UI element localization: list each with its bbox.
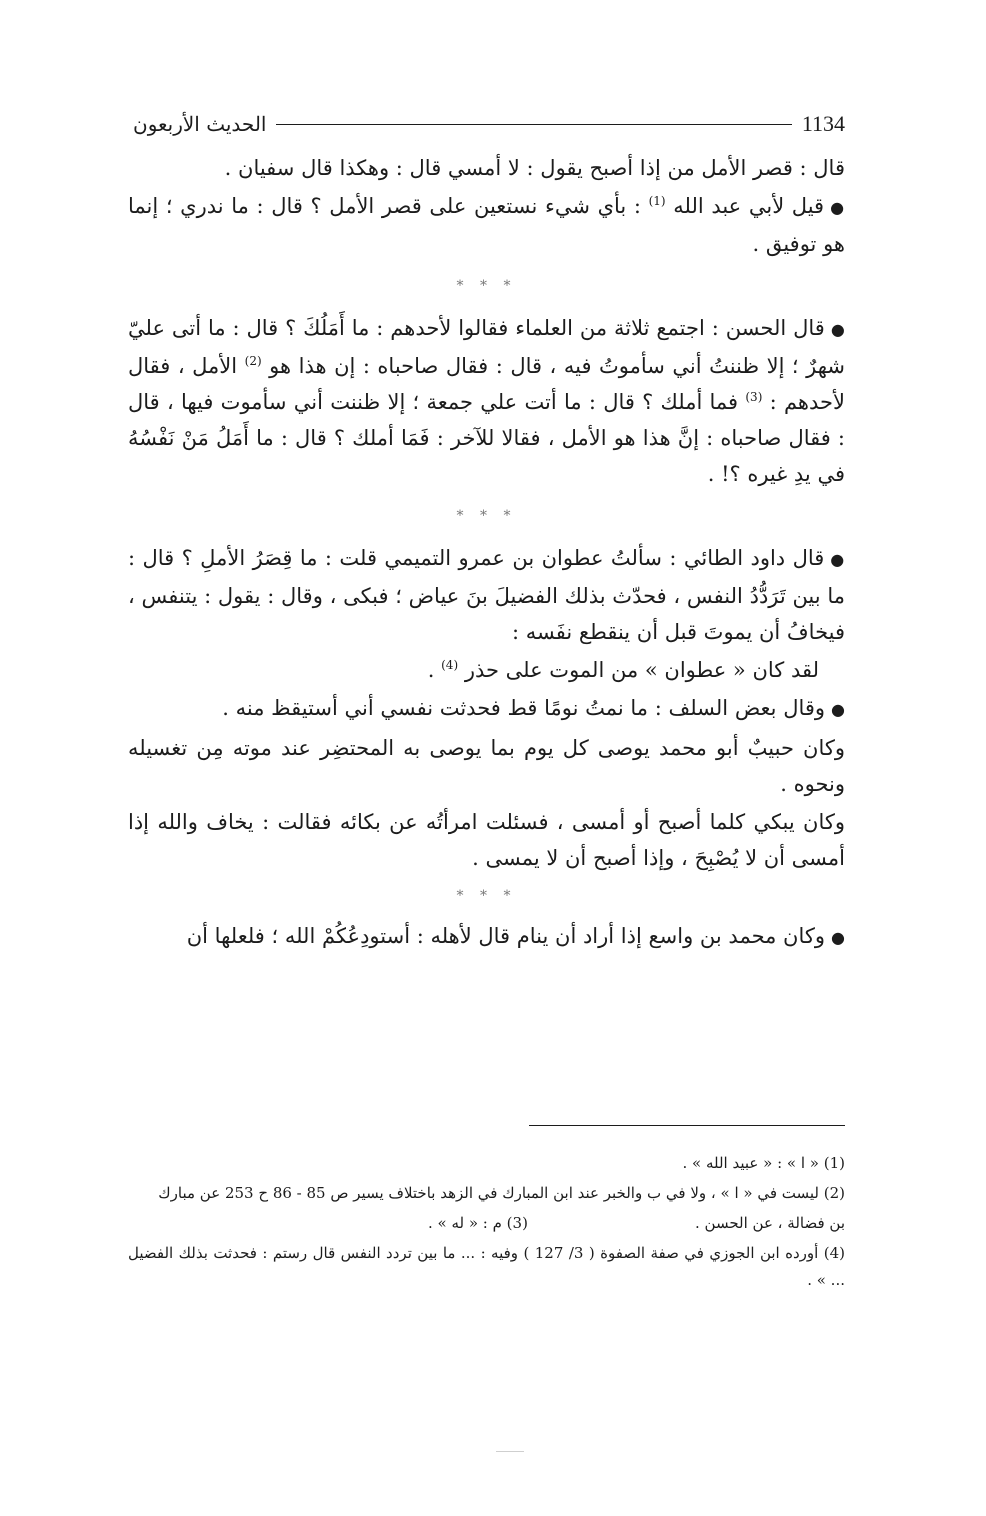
footnote-ref-4[interactable]: (4): [441, 658, 459, 672]
paragraph-8: وكان يبكي كلما أصبح أو أمسى ، فسئلت امرأتُه عن بكائه فقالت : يخاف والله إذا أمسى أن لا يُصْبِحَ ، وإذا أصبح أن لا يمسى .: [128, 810, 845, 870]
bullet-icon: ●: [830, 198, 845, 217]
paragraph-4-text: قال داود الطائي : سألتُ عطوان بن عمرو التميمي قلت : ما قِصَرُ الأملِ ؟ قال : ما بين تَرَدُّدُ النفس ، فحدّث بذلك الفضيلَ بنَ عياض ؛ فبكى ، وقال : يقول : يتنفس ، فيخافُ أن يموتَ قبل أن ينقطع نفَسه :: [128, 546, 845, 644]
header-rule: [276, 124, 791, 125]
footnote-ref-1[interactable]: (1): [648, 194, 666, 208]
section-separator: * * *: [456, 888, 517, 904]
footnote-ref-3[interactable]: (3): [745, 390, 763, 404]
running-title: الحديث الأربعون: [133, 112, 267, 136]
footnote-2-3-line: [128, 1210, 845, 1237]
paragraph-6-text: وقال بعض السلف : ما نمتُ نومًا قط فحدثت نفسي أني أستيقظ منه .: [222, 696, 826, 720]
footnote-2: [128, 1180, 845, 1207]
footnote-3: (3) م : « له » .: [428, 1214, 528, 1232]
footnote-1: (1) « ا » : « عبيد الله » .: [682, 1154, 845, 1172]
paragraph-3: [128, 310, 845, 492]
section-separator: * * *: [456, 508, 517, 524]
footnote-2-continuation: بن فضالة ، عن الحسن .: [695, 1214, 845, 1232]
paragraph-3-text-a: قال الحسن : اجتمع ثلاثة من العلماء فقالوا لأحدهم : ما أَمَلُكَ ؟ قال : ما أتى عليّ شهرٌ ؛ إلا ظننتُ أني سأموتُ فيه ، قال : فقال صاحباه : إن هذا هو: [128, 316, 845, 378]
poem-verse-text: لقد كان « عطوان » من الموت على حذر: [464, 658, 819, 682]
paragraph-3-text-b: الأمل ، فقال لأحدهم :: [128, 354, 845, 414]
bullet-icon: ●: [831, 928, 845, 947]
bullet-icon: ●: [830, 550, 845, 569]
paragraph-6: [128, 690, 845, 728]
paragraph-7: وكان حبيبٌ أبو محمد يوصى كل يوم بما يوصى به المحتضِر عند موته مِن تغسيله ونحوه .: [128, 736, 845, 796]
page-number: 1134: [801, 111, 845, 136]
bullet-icon: ●: [830, 320, 845, 339]
paragraph-9: [128, 918, 845, 956]
paragraph-1: قال : قصر الأمل من إذا أصبح يقول : لا أمسي قال : وهكذا قال سفيان .: [224, 156, 845, 180]
paragraph-9-text: وكان محمد بن واسع إذا أراد أن ينام قال لأهله : أستودِعُكُمْ الله ؛ فلعلها أن: [186, 924, 826, 948]
footnote-rule: [529, 1125, 845, 1126]
footnotes: [128, 1150, 845, 1297]
paragraph-4: [128, 540, 845, 650]
footnote-2-text: (2) ليست في « ا » ، ولا في ب والخبر عند ابن المبارك في الزهد باختلاف يسير ص 85 - 86 ح 253 عن مبارك: [158, 1184, 845, 1202]
bottom-mark: [496, 1451, 524, 1452]
bullet-icon: ●: [831, 700, 845, 719]
paragraph-2: [128, 188, 845, 262]
main-text: [128, 150, 845, 958]
poem-verse: [128, 652, 845, 688]
footnote-ref-2[interactable]: (2): [244, 354, 262, 368]
paragraph-3-text-c: فما أملك ؟ قال : ما أتت علي جمعة ؛ إلا ظننت أني سأموت فيها ، قال : فقال صاحباه : إنَّ هذا هو الأمل ، فقالا للآخر : فَمَا أملك ؟ قال : ما أَمَلُ مَنْ نَفْسُهُ في يدِ غيره ؟! .: [128, 390, 845, 486]
poem-verse-end: .: [427, 658, 442, 682]
page-header: [133, 104, 845, 144]
paragraph-2-text-b: : بأي شيء نستعين على قصر الأمل ؟ قال : ما ندري ؛ إنما هو توفيق .: [128, 194, 845, 256]
paragraph-2-text-a: قيل لأبي عبد الله: [673, 194, 825, 218]
footnote-4: (4) أورده ابن الجوزي في صفة الصفوة ( 3/ 127 ) وفيه : ... ما بين تردد النفس قال رستم : فحدثت بذلك الفضيل ... » .: [128, 1244, 845, 1289]
section-separator: * * *: [456, 278, 517, 294]
